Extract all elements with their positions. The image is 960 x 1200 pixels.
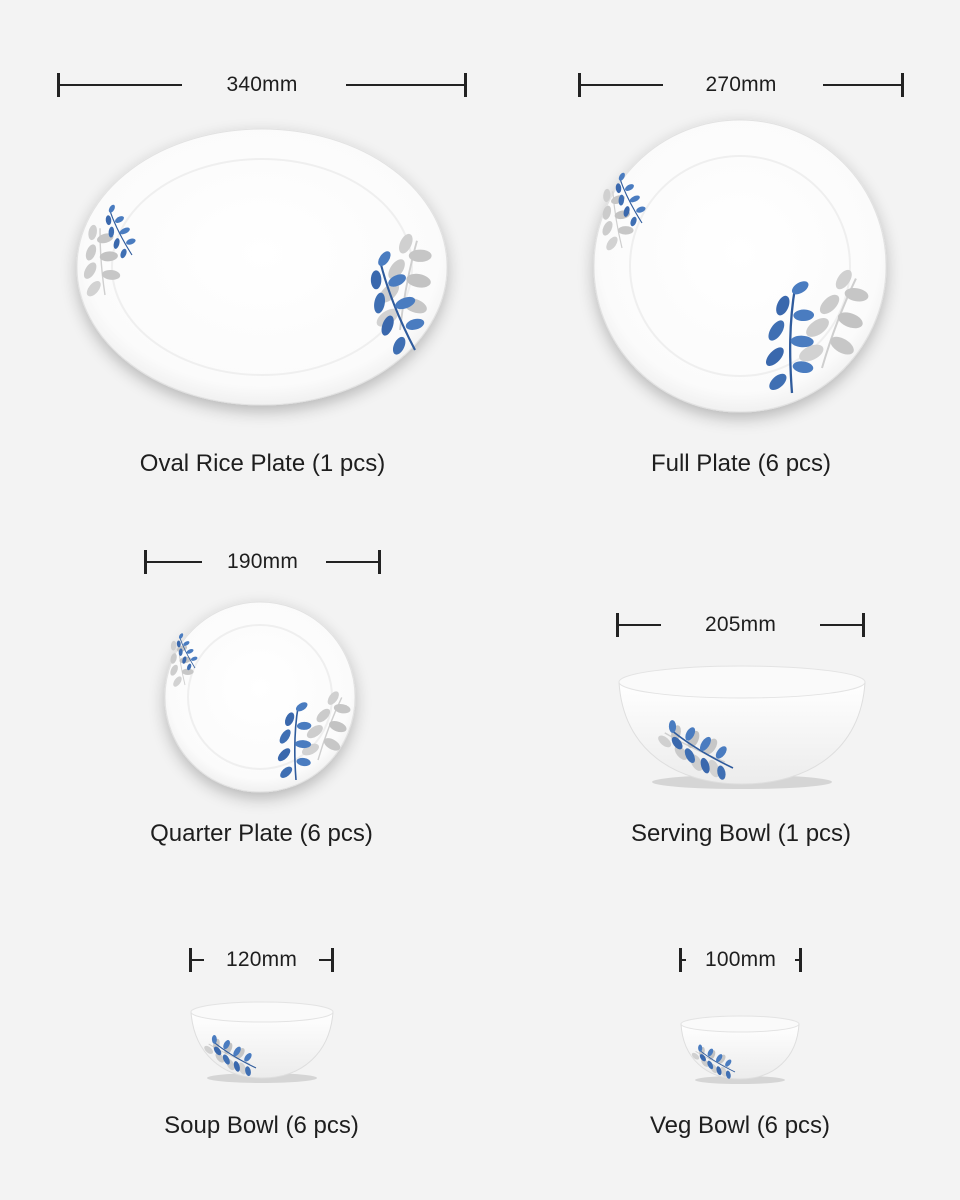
full-plate-image [592, 118, 892, 418]
veg-bowl-caption: Veg Bowl (6 pcs) [649, 1112, 831, 1139]
quarter-plate-caption: Quarter Plate (6 pcs) [150, 820, 373, 847]
serving-bowl-caption: Serving Bowl (1 pcs) [630, 820, 852, 847]
veg-bowl-image [678, 1012, 803, 1087]
soup-bowl-image [188, 998, 336, 1088]
full-plate-dimension: 270mm [578, 73, 904, 97]
serving-bowl-dimension: 205mm [616, 613, 865, 637]
serving-bowl-image [615, 660, 870, 800]
oval-rice-plate-dimension: 340mm [57, 73, 467, 97]
soup-bowl-dimension: 120mm [189, 948, 334, 972]
oval-rice-plate-caption: Oval Rice Plate (1 pcs) [139, 450, 386, 477]
soup-bowl-caption: Soup Bowl (6 pcs) [164, 1112, 359, 1139]
oval-rice-plate-image [70, 120, 460, 420]
quarter-plate-image [163, 600, 363, 800]
quarter-plate-dimension: 190mm [144, 550, 381, 574]
veg-bowl-dimension: 100mm [679, 948, 802, 972]
full-plate-caption: Full Plate (6 pcs) [650, 450, 832, 477]
